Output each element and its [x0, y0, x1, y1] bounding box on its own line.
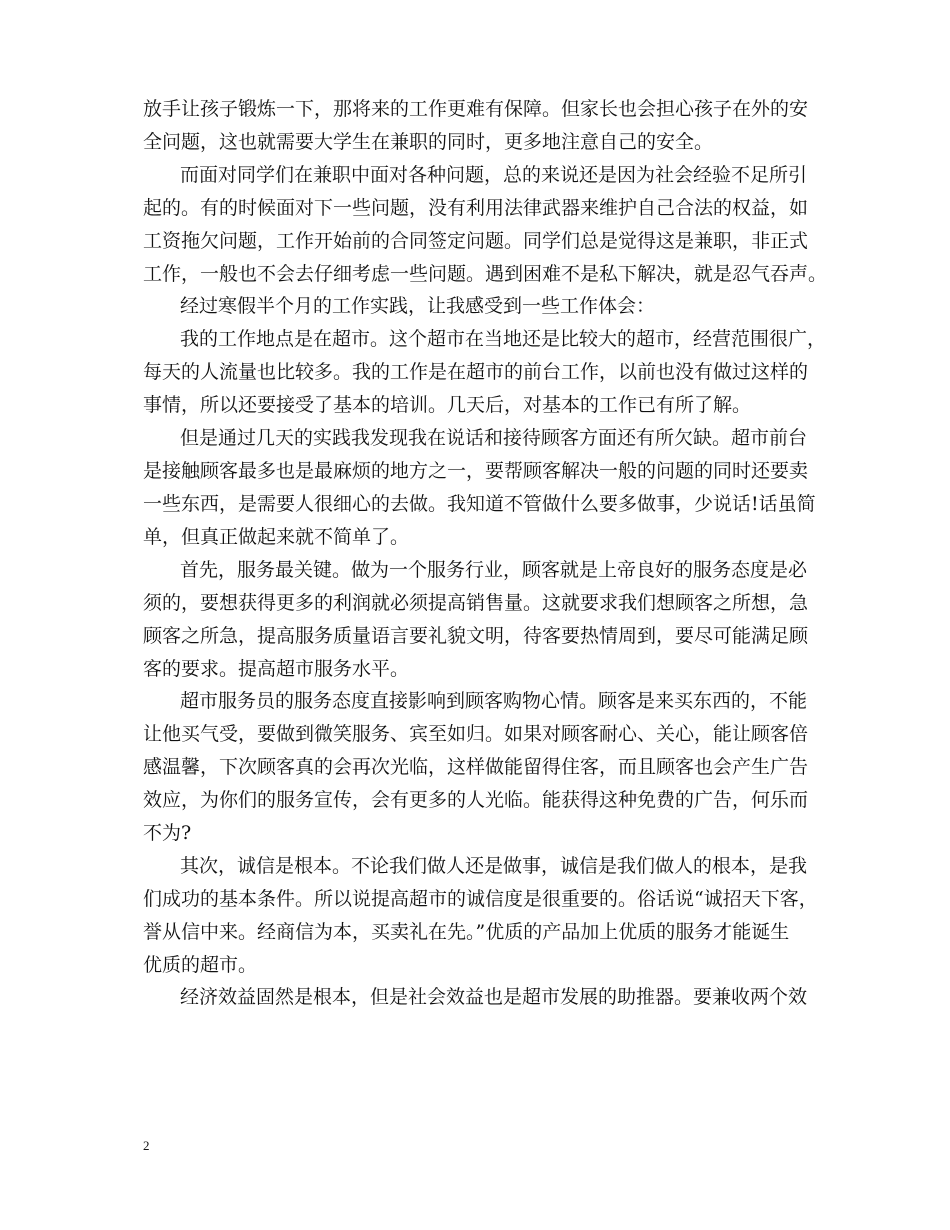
page-number: 2 [143, 1138, 150, 1153]
text-line: 经济效益固然是根本，但是社会效益也是超市发展的助推器。要兼收两个效 [180, 986, 808, 1008]
text-line: 而面对同学们在兼职中面对各种问题，总的来说还是因为社会经验不足所引 [180, 164, 808, 186]
text-line: 誉从信中来。经商信为本，买卖礼在先。”优质的产品加上优质的服务才能诞生 [143, 921, 790, 943]
text-line: 顾客之所急，提高服务质量语言要礼貌文明，待客要热情周到，要尽可能满足顾 [143, 625, 809, 647]
text-line: 全问题，这也就需要大学生在兼职的同时，更多地注意自己的安全。 [143, 131, 714, 153]
text-line: 一些东西，是需要人很细心的去做。我知道不管做什么要多做事，少说话!话虽简 [143, 493, 816, 515]
text-line: 放手让孩子锻炼一下，那将来的工作更难有保障。但家长也会担心孩子在外的安 [143, 98, 809, 120]
text-line: 让他买气受，要做到微笑服务、宾至如归。如果对顾客耐心、关心，能让顾客倍 [143, 723, 809, 745]
text-line: 单，但真正做起来就不简单了。 [143, 526, 410, 548]
text-line: 事情，所以还要接受了基本的培训。几天后，对基本的工作已有所了解。 [143, 394, 752, 416]
text-line: 感温馨，下次顾客真的会再次光临，这样做能留得住客，而且顾客也会产生广告 [143, 756, 809, 778]
text-line: 效应，为你们的服务宣传，会有更多的人光临。能获得这种免费的广告，何乐而 [143, 789, 809, 811]
text-line: 我的工作地点是在超市。这个超市在当地还是比较大的超市，经营范围很广， [180, 328, 827, 350]
text-line: 是接触顾客最多也是最麻烦的地方之一，要帮顾客解决一般的问题的同时还要卖 [143, 460, 809, 482]
text-line: 起的。有的时候面对下一些问题，没有利用法律武器来维护自己合法的权益，如 [143, 197, 809, 219]
text-line: 不为? [143, 822, 192, 844]
text-line: 每天的人流量也比较多。我的工作是在超市的前台工作，以前也没有做过这样的 [143, 361, 809, 383]
text-line: 们成功的基本条件。所以说提高超市的诚信度是很重要的。俗话说“诚招天下客， [143, 888, 818, 910]
text-line: 超市服务员的服务态度直接影响到顾客购物心情。顾客是来买东西的，不能 [180, 690, 808, 712]
text-line: 客的要求。提高超市服务水平。 [143, 658, 410, 680]
text-line: 工作，一般也不会去仔细考虑一些问题。遇到困难不是私下解决，就是忍气吞声。 [143, 263, 828, 285]
text-line: 须的，要想获得更多的利润就必须提高销售量。这就要求我们想顾客之所想，急 [143, 592, 809, 614]
text-line: 其次，诚信是根本。不论我们做人还是做事，诚信是我们做人的根本，是我 [180, 855, 808, 877]
text-line: 首先，服务最关键。做为一个服务行业，顾客就是上帝良好的服务态度是必 [180, 559, 808, 581]
text-line: 但是通过几天的实践我发现我在说话和接待顾客方面还有所欠缺。超市前台 [180, 427, 808, 449]
text-line: 优质的超市。 [143, 954, 258, 976]
text-line: 工资拖欠问题，工作开始前的合同签定问题。同学们总是觉得这是兼职，非正式 [143, 230, 809, 252]
text-line: 经过寒假半个月的工作实践，让我感受到一些工作体会： [180, 295, 656, 317]
